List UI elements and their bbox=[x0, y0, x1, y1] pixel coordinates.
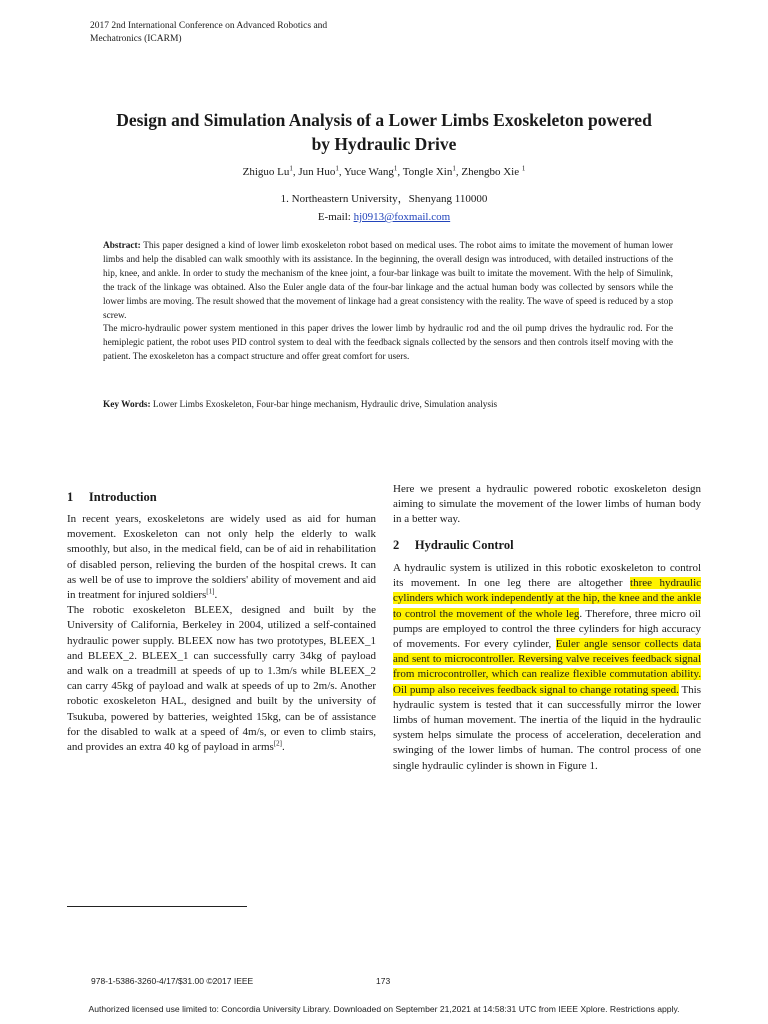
email-label: E-mail: bbox=[317, 211, 354, 223]
author-1: Zhiguo Lu bbox=[242, 166, 290, 178]
intro-paragraph-1: In recent years, exoskeletons are widely used as aid for human movement. Exoskeleton can not only help the elderly to walk smoothly, but also, in the medical field, can be of aid in rehabilitation of disabled person, relieving the burden of the hospital crews. It can as well be of use to improve the soldiers' ability of movement and aid in treatment for injured soldiers[1]. bbox=[67, 513, 376, 602]
conference-line-1: 2017 2nd International Conference on Advanced Robotics and bbox=[90, 21, 328, 31]
right-column-intro bbox=[393, 482, 701, 528]
author-4: Tongle Xin bbox=[402, 166, 453, 178]
right-column bbox=[393, 561, 701, 774]
abstract-paragraph-1: Abstract: This paper designed a kind of lower limb exoskeleton robot based on medical uses. The robot aims to imitate the movement of human lower limbs and help the disabled can walk smoothly with its assistance. In the beginning, the overall design was introduced, with detailed instructions of the hip, knee, and ankle. In order to study the mechanism of the knee joint, a four-bar linkage was built to imitate the movement. With the help of Simulink, the track of the linkage was obtained. Also the Euler angle data of the four-bar linkage and the actual human body was collected by sensors while the lower limbs are moving. The result showed that the movement of linkage had a great consistency with the reality. The wave of speed is reduced by a stop screw. bbox=[103, 241, 673, 321]
isbn-copyright: 978-1-5386-3260-4/17/$31.00 ©2017 IEEE bbox=[91, 976, 254, 986]
footnote-rule bbox=[67, 906, 247, 907]
email-line bbox=[0, 211, 768, 223]
intro-paragraph-2: The robotic exoskeleton BLEEX, designed and built by the University of California, Berkeley in 2004, utilized a self-contained hydraulic power supply. BLEEX now has two prototypes, BLEEX_1 and BLEEX_2. BLEEX_1 can successfully carry 34kg of payload and walk on a treadmill at speeds of up to 1.3m/s while BLEEX_2 can carry 45kg of payload and walk at speeds of up to 2m/s. Another robotic exoskeleton HAL, designed and built by the university of Tsukuba, powered by batteries, weighted 15kg, can be of assistance for the disabled to walk at a speed of 4m/s, or even to climb stairs, and provides an extra 40 kg of payload in arms[2]. bbox=[67, 604, 376, 754]
highlight-1: three hydraulic cylinders which work independently at the hip, the knee and the ankle to control the movement of the whole leg bbox=[393, 577, 702, 620]
citation-2[interactable]: [2] bbox=[273, 739, 282, 748]
paper-title bbox=[40, 108, 728, 156]
intro-continuation: Here we present a hydraulic powered robotic exoskeleton design aiming to simulate the movement of the lower limbs of human body in a better way. bbox=[393, 483, 701, 526]
email-link[interactable]: hj0913@foxmail.com bbox=[353, 211, 451, 223]
conference-line-2: Mechatronics (ICARM) bbox=[90, 34, 182, 44]
title-line-2: by Hydraulic Drive bbox=[311, 134, 457, 154]
author-3: Yuce Wang bbox=[343, 166, 394, 178]
citation-1[interactable]: [1] bbox=[206, 587, 215, 596]
section-heading-hydraulic-control: 2 Hydraulic Control bbox=[393, 538, 514, 552]
abstract bbox=[103, 240, 673, 365]
section-heading-introduction: 1 Introduction bbox=[67, 490, 157, 504]
abstract-paragraph-2: The micro-hydraulic power system mentioned in this paper drives the lower limb by hydraulic rod and the oil pump drives the hydraulic rod. For the hemiplegic patient, the robot uses PID control system to deal with the feedback signals collected by the sensors and then controls itself moving with the patient. The exoskeleton has a compact structure and offer great comfort for users. bbox=[103, 324, 673, 363]
license-notice: Authorized licensed use limited to: Concordia University Library. Downloaded on September 21,2021 at 14:58:31 UTC from IEEE Xplore. Restrictions apply. bbox=[88, 1004, 680, 1014]
keywords bbox=[103, 399, 673, 412]
hydraulic-paragraph: A hydraulic system is utilized in this robotic exoskeleton to control its movement. In one leg there are altogether three hydraulic cylinders which work independently at the hip, the knee and the ankle to control the movement of the whole leg. Therefore, three micro oil pumps are employed to control the three cylinders for high accuracy of movements. For every cylinder, Euler angle sensor collects data and sent to microcontroller. Reversing valve receives feedback signal from microcontroller, which can realize flexible commutation ability. Oil pump also receives feedback signal to change rotating speed. This hydraulic system is tested that it can successfully mirror the lower limbs of human movement. The inertia of the liquid in the hydraulic system helps simulate the process of acceleration, deceleration and swinging of the lower limbs of human. The control process of one single hydraulic cylinder is shown in Figure 1. bbox=[393, 562, 702, 772]
highlight-2: Euler angle sensor collects data and sent to microcontroller. Reversing valve receives feedback signal from microcontroller, which can realize flexible commutation ability. Oil pump also receives feedback signal to change rotating speed. bbox=[393, 638, 702, 696]
title-line-1: Design and Simulation Analysis of a Lower Limbs Exoskeleton powered bbox=[116, 110, 652, 130]
author-list: Zhiguo Lu$^1$, Jun Huo$^1$, Yuce Wang$^1$, Tongle Xin$^1$, Zhengbo Xie $^1$ bbox=[242, 164, 526, 178]
author-2: Jun Huo bbox=[298, 166, 336, 178]
page-number: 173 bbox=[376, 976, 391, 986]
affiliation: 1. Northeastern University，Shenyang 110000 bbox=[280, 193, 488, 205]
conference-header bbox=[90, 20, 390, 46]
keywords-text: Lower Limbs Exoskeleton, Four-bar hinge mechanism, Hydraulic drive, Simulation analysis bbox=[150, 400, 498, 410]
author-5: Zhengbo Xie bbox=[461, 166, 520, 178]
keywords-label: Key Words: bbox=[103, 400, 151, 410]
abstract-label: Abstract: bbox=[103, 241, 141, 251]
left-column bbox=[67, 512, 376, 755]
